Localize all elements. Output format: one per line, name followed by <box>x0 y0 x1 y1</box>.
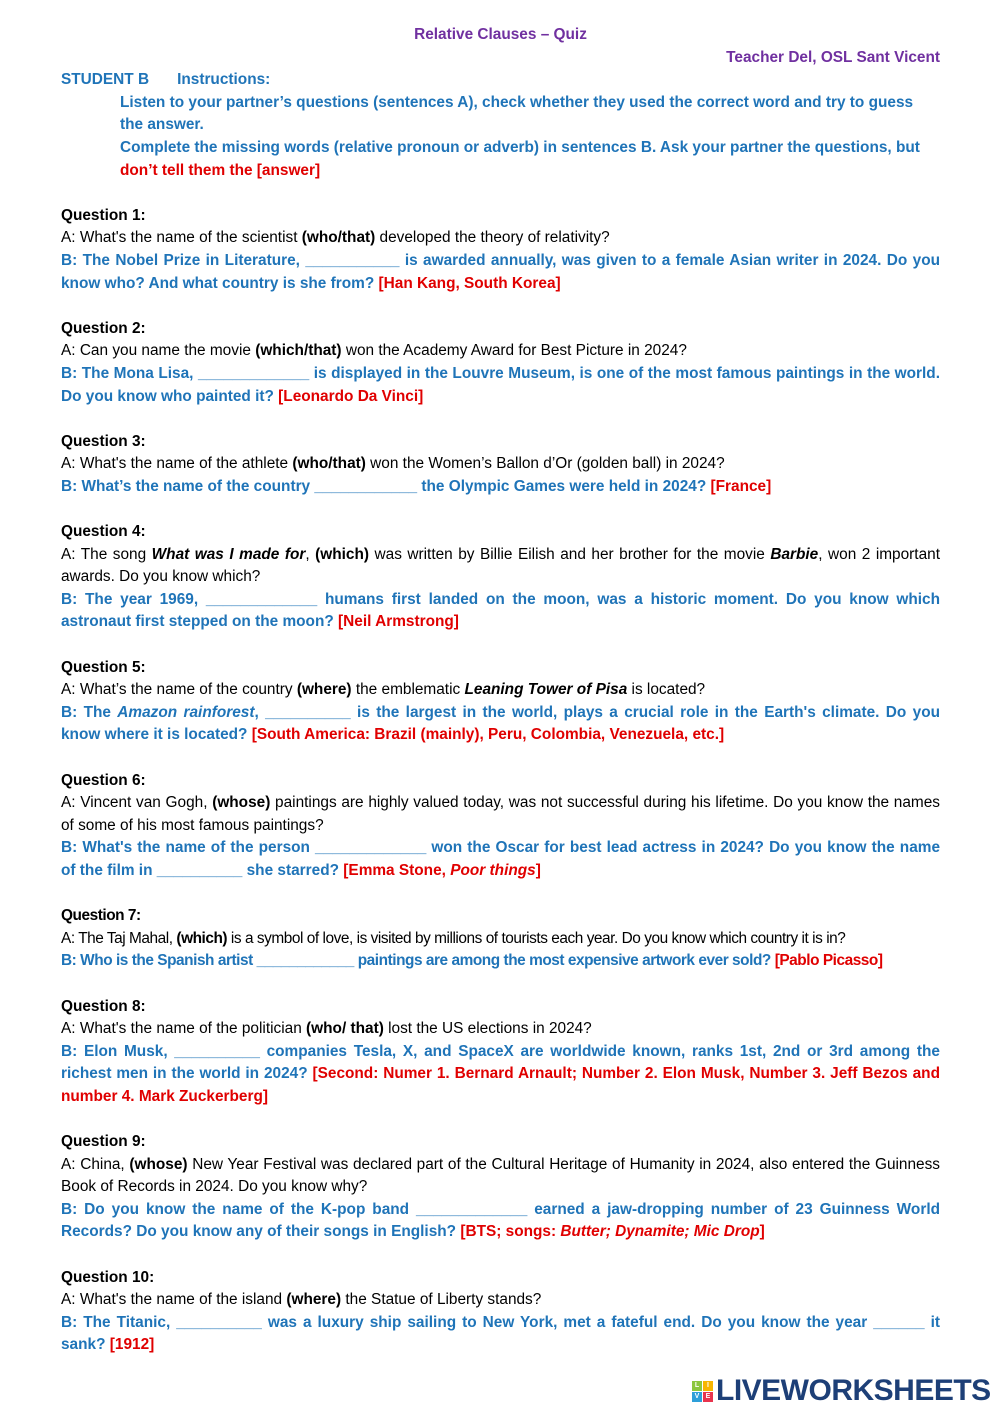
logo-text: LIVEWORKSHEETS <box>716 1374 991 1407</box>
instruction-2-warning: don’t tell them the [answer] <box>120 161 321 179</box>
sentence-b <box>61 702 940 747</box>
sentence-text: won the Women’s Ballon d’Or (golden ball) in 2024? <box>365 455 725 473</box>
sentence-text: B: The year 1969, _____________ humans first landed on the moon, was a historic moment. Do you know which astronaut first stepped on the moon? <box>61 590 940 631</box>
answer-text: Poor things <box>450 861 536 879</box>
answer-text: ] <box>759 1223 765 1241</box>
logo-tiles-icon <box>692 1381 713 1402</box>
instruction-2 <box>61 137 940 182</box>
sentence-text: B: The Nobel Prize in Literature, ___________ is awarded annually, was given to a female Asian writer in 2024. Do you know who? And what country is she from? <box>61 251 940 292</box>
sentence-text: , won 2 important awards. Do you know which? <box>61 545 940 586</box>
answer-text: Butter; Dynamite; Mic Drop <box>560 1223 760 1241</box>
question-heading: Question 4: <box>61 523 146 541</box>
sentence-text: (whose) <box>212 794 271 812</box>
sentence-text: A: China, <box>61 1155 130 1173</box>
sentence-text: , __________ is the largest in the world, plays a crucial role in the Earth's climate. Do you know where it is located? <box>61 703 940 744</box>
question-1 <box>61 205 940 295</box>
logo-tile: I <box>703 1381 713 1391</box>
sentence-text: A: What's the name of the scientist <box>61 229 302 247</box>
liveworksheets-logo <box>692 1374 991 1408</box>
sentence-text: Leaning Tower of Pisa <box>464 681 628 699</box>
sentence-a <box>61 1018 940 1041</box>
sentence-text: the emblematic <box>351 681 465 699</box>
answer-text: [Leonardo Da Vinci] <box>278 387 424 405</box>
sentence-b <box>61 250 940 295</box>
sentence-text: Barbie <box>770 545 819 563</box>
logo-tile: L <box>692 1381 702 1391</box>
question-heading: Question 3: <box>61 432 146 450</box>
sentence-text: B: The <box>61 703 118 721</box>
sentence-text: A: What’s the name of the country <box>61 681 297 699</box>
sentence-a <box>61 1289 940 1312</box>
sentence-text: A: What's the name of the politician <box>61 1020 307 1038</box>
question-8 <box>61 996 940 1109</box>
answer-text: [Second: Numer 1. Bernard Arnault; Number 2. Elon Musk, Number 3. Jeff Bezos and number 4. Mark Zuckerberg] <box>61 1065 940 1105</box>
sentence-text: (who/ that) <box>306 1020 384 1038</box>
logo-tile: V <box>692 1392 702 1402</box>
question-heading: Question 10: <box>61 1268 155 1286</box>
question-6 <box>61 770 940 883</box>
answer-text: [Han Kang, South Korea] <box>378 274 561 292</box>
sentence-b <box>61 589 940 634</box>
answer-text: [France] <box>710 477 772 495</box>
sentence-text: A: Can you name the movie <box>61 342 256 360</box>
sentence-a <box>61 227 940 250</box>
sentence-text: (which/that) <box>255 342 342 360</box>
sentence-text: is a symbol of love, is visited by millions of tourists each year. Do you know which country it is in? <box>227 929 846 947</box>
sentence-text: (who/that) <box>292 455 366 473</box>
sentence-text: B: The Mona Lisa, _____________ is displayed in the Louvre Museum, is one of the most famous paintings in the world. Do you know who painted it? <box>61 364 940 405</box>
question-3 <box>61 431 940 499</box>
sentence-b <box>61 1312 940 1357</box>
answer-text: [1912] <box>109 1336 155 1354</box>
question-heading: Question 2: <box>61 319 146 337</box>
sentence-text: (where) <box>286 1291 342 1309</box>
sentence-text: (whose) <box>129 1155 188 1173</box>
sentence-text: (which) <box>315 545 370 563</box>
sentence-text: (which) <box>176 929 228 947</box>
sentence-text: won the Academy Award for Best Picture in 2024? <box>341 342 687 360</box>
sentence-text: , <box>305 545 316 563</box>
sentence-a <box>61 453 940 476</box>
sentence-text: B: What's the name of the person _____________ won the Oscar for best lead actress in 2024? Do you know the name of the film in __________ she starred? <box>61 839 940 879</box>
question-7 <box>61 905 940 973</box>
sentence-b <box>61 476 940 499</box>
question-heading: Question 8: <box>61 997 146 1015</box>
sentence-a <box>61 792 940 837</box>
sentence-text: B: Elon Musk, __________ companies Tesla, X, and SpaceX are worldwide known, ranks 1st, 2nd or 3rd among the richest men in the world in 2024? <box>61 1042 940 1083</box>
teacher-credit: Teacher Del, OSL Sant Vicent <box>726 48 940 66</box>
answer-text: [Neil Armstrong] <box>338 613 459 631</box>
page-title: Relative Clauses – Quiz <box>414 26 587 43</box>
sentence-text: is located? <box>627 681 706 699</box>
instruction-1: Listen to your partner’s questions (sentences A), check whether they used the correct word and try to guess the answer. <box>120 93 914 134</box>
question-9 <box>61 1131 940 1244</box>
question-4 <box>61 521 940 634</box>
sentence-text: (who/that) <box>301 229 376 247</box>
sentence-text: B: What’s the name of the country ____________ the Olympic Games were held in 2024? <box>61 477 711 495</box>
instructions-heading <box>61 69 940 92</box>
question-heading: Question 5: <box>61 658 146 676</box>
sentence-a <box>61 1154 940 1199</box>
instructions-label: Instructions: <box>177 71 271 89</box>
sentence-text: B: Who is the Spanish artist ____________ paintings are among the most expensive artwork ever sold? <box>61 952 775 970</box>
answer-text: [Pablo Picasso] <box>774 952 883 970</box>
logo-tile: E <box>703 1392 713 1402</box>
question-2 <box>61 318 940 408</box>
sentence-b <box>61 837 940 882</box>
sentence-text: A: What's the name of the athlete <box>61 455 293 473</box>
sentence-a <box>61 544 940 589</box>
answer-text: [Emma Stone, <box>343 861 451 879</box>
sentence-b <box>61 1041 940 1109</box>
sentence-text: What was I made for <box>151 545 306 563</box>
sentence-b <box>61 1199 940 1244</box>
question-list <box>61 205 940 1357</box>
student-label: STUDENT B <box>61 71 150 89</box>
answer-text: [BTS; songs: <box>460 1223 561 1241</box>
sentence-text: A: Vincent van Gogh, <box>61 794 213 812</box>
question-5 <box>61 657 940 747</box>
sentence-text: paintings are highly valued today, was not successful during his lifetime. Do you know the names of some of his most famous paintings? <box>61 794 940 834</box>
sentence-text: New Year Festival was declared part of the Cultural Heritage of Humanity in 2024, also entered the Guinness Book of Records in 2024. Do you know why? <box>61 1155 940 1196</box>
instruction-2-text: Complete the missing words (relative pronoun or adverb) in sentences B. Ask your partner the questions, but <box>120 138 920 156</box>
question-heading: Question 9: <box>61 1133 146 1151</box>
sentence-text: A: What's the name of the island <box>61 1291 287 1309</box>
sentence-text: the Statue of Liberty stands? <box>341 1291 542 1309</box>
question-heading: Question 7: <box>61 907 141 925</box>
sentence-text: (where) <box>296 681 352 699</box>
question-heading: Question 6: <box>61 771 146 789</box>
worksheet <box>61 24 940 1357</box>
sentence-text: was written by Billie Eilish and her brother for the movie <box>369 545 771 563</box>
sentence-text: B: Do you know the name of the K-pop band _____________ earned a jaw-dropping number of 23 Guinness World Records? Do you know any of their songs in English? <box>61 1200 940 1241</box>
sentence-text: lost the US elections in 2024? <box>383 1020 592 1038</box>
question-10 <box>61 1267 940 1357</box>
answer-text: ] <box>535 861 541 879</box>
sentence-b <box>61 950 940 973</box>
sentence-b <box>61 363 940 408</box>
sentence-a <box>61 340 940 363</box>
sentence-a <box>61 928 940 951</box>
sentence-text: A: The Taj Mahal, <box>61 929 177 947</box>
sentence-text: B: The Titanic, __________ was a luxury ship sailing to New York, met a fateful end. Do you know the year ______ it sank? <box>61 1313 940 1354</box>
answer-text: [South America: Brazil (mainly), Peru, Colombia, Venezuela, etc.] <box>251 726 725 744</box>
sentence-text: A: The song <box>61 545 152 563</box>
sentence-text: developed the theory of relativity? <box>375 229 610 247</box>
question-heading: Question 1: <box>61 206 146 224</box>
sentence-a <box>61 679 940 702</box>
sentence-text: Amazon rainforest <box>117 703 255 721</box>
